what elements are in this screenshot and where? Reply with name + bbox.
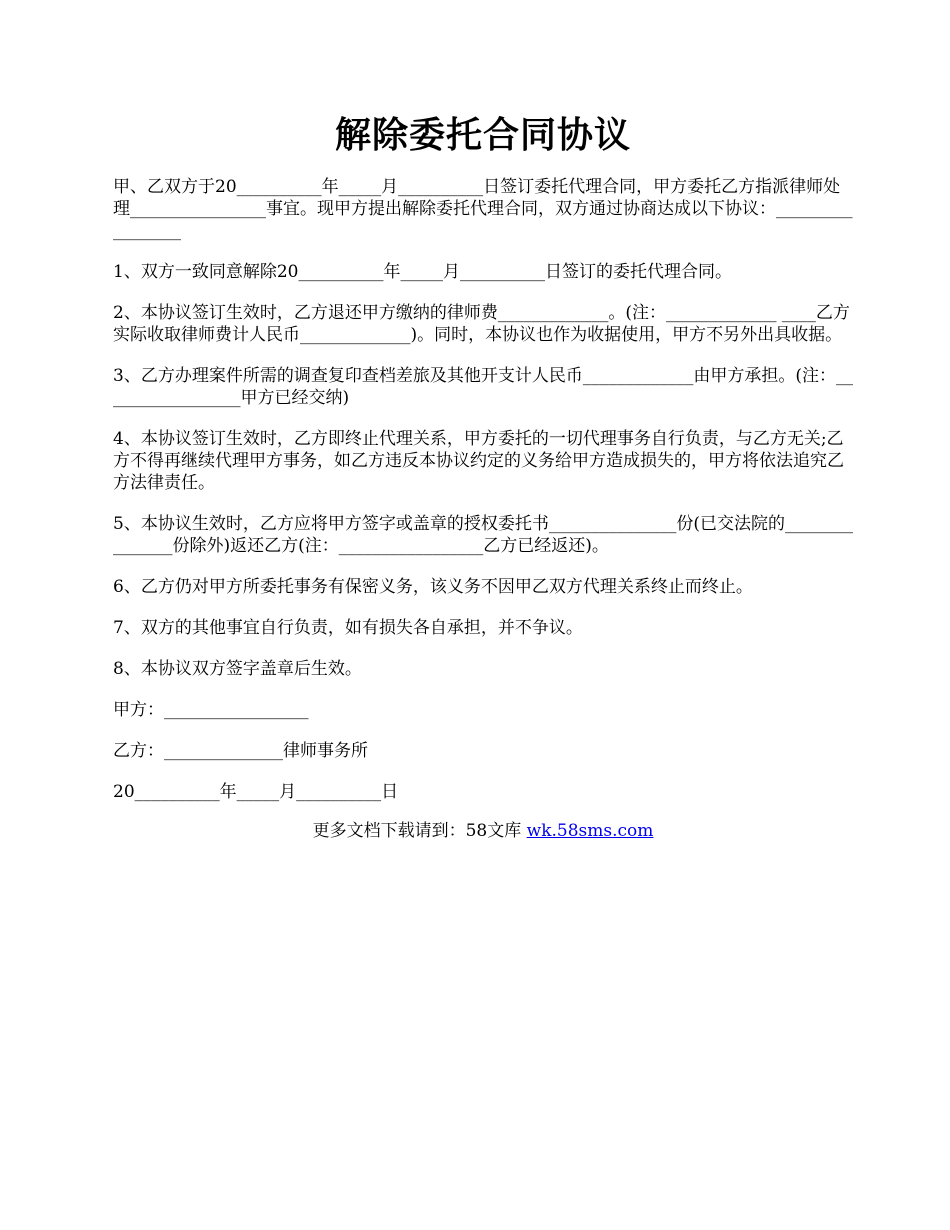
clause-6: 6、乙方仍对甲方所委托事务有保密义务，该义务不因甲乙双方代理关系终止而终止。 xyxy=(113,577,753,597)
clause-3: 3、乙方办理案件所需的调查复印查档差旅及其他开支计人民币_____________由甲方承担。(注：_________________甲方已经交纳) xyxy=(113,366,853,408)
party-b-signature-line: 乙方：______________律师事务所 xyxy=(113,741,368,761)
clause-2: 2、本协议签订生效时，乙方退还甲方缴纳的律师费_____________。(注：_____________ ____乙方实际收取律师费计人民币_____________)。同时，本协议也作为收据使用，甲方不另外出具收据。 xyxy=(113,303,850,345)
party-a-signature-line: 甲方：_________________ xyxy=(113,700,309,720)
footer xyxy=(113,820,853,842)
intro-paragraph: 甲、乙双方于20__________年_____月__________日签订委托代理合同，甲方委托乙方指派律师处理________________事宜。现甲方提出解除委托代理合同，双方通过协商达成以下协议：_________________ xyxy=(113,177,853,241)
clause-8: 8、本协议双方签字盖章后生效。 xyxy=(113,659,362,679)
footer-link[interactable]: wk.58sms.com xyxy=(526,821,654,841)
date-line: 20__________年_____月__________日 xyxy=(113,782,399,802)
clause-1: 1、双方一致同意解除20__________年_____月__________日签订的委托代理合同。 xyxy=(113,262,732,282)
footer-text: 更多文档下载请到：58文库 xyxy=(312,821,527,841)
clause-7: 7、双方的其他事宜自行负责，如有损失各自承担，并不争议。 xyxy=(113,618,583,638)
clause-5: 5、本协议生效时，乙方应将甲方签字或盖章的授权委托书_______________份(已交法院的_______________份除外)返还乙方(注：_________________乙方已经返还)。 xyxy=(113,514,853,556)
document-page xyxy=(113,110,853,842)
clause-4: 4、本协议签订生效时，乙方即终止代理关系，甲方委托的一切代理事务自行负责，与乙方无关;乙方不得再继续代理甲方事务，如乙方违反本协议约定的义务给甲方造成损失的，甲方将依法追究乙方法律责任。 xyxy=(113,429,844,493)
document-title: 解除委托合同协议 xyxy=(334,114,631,156)
